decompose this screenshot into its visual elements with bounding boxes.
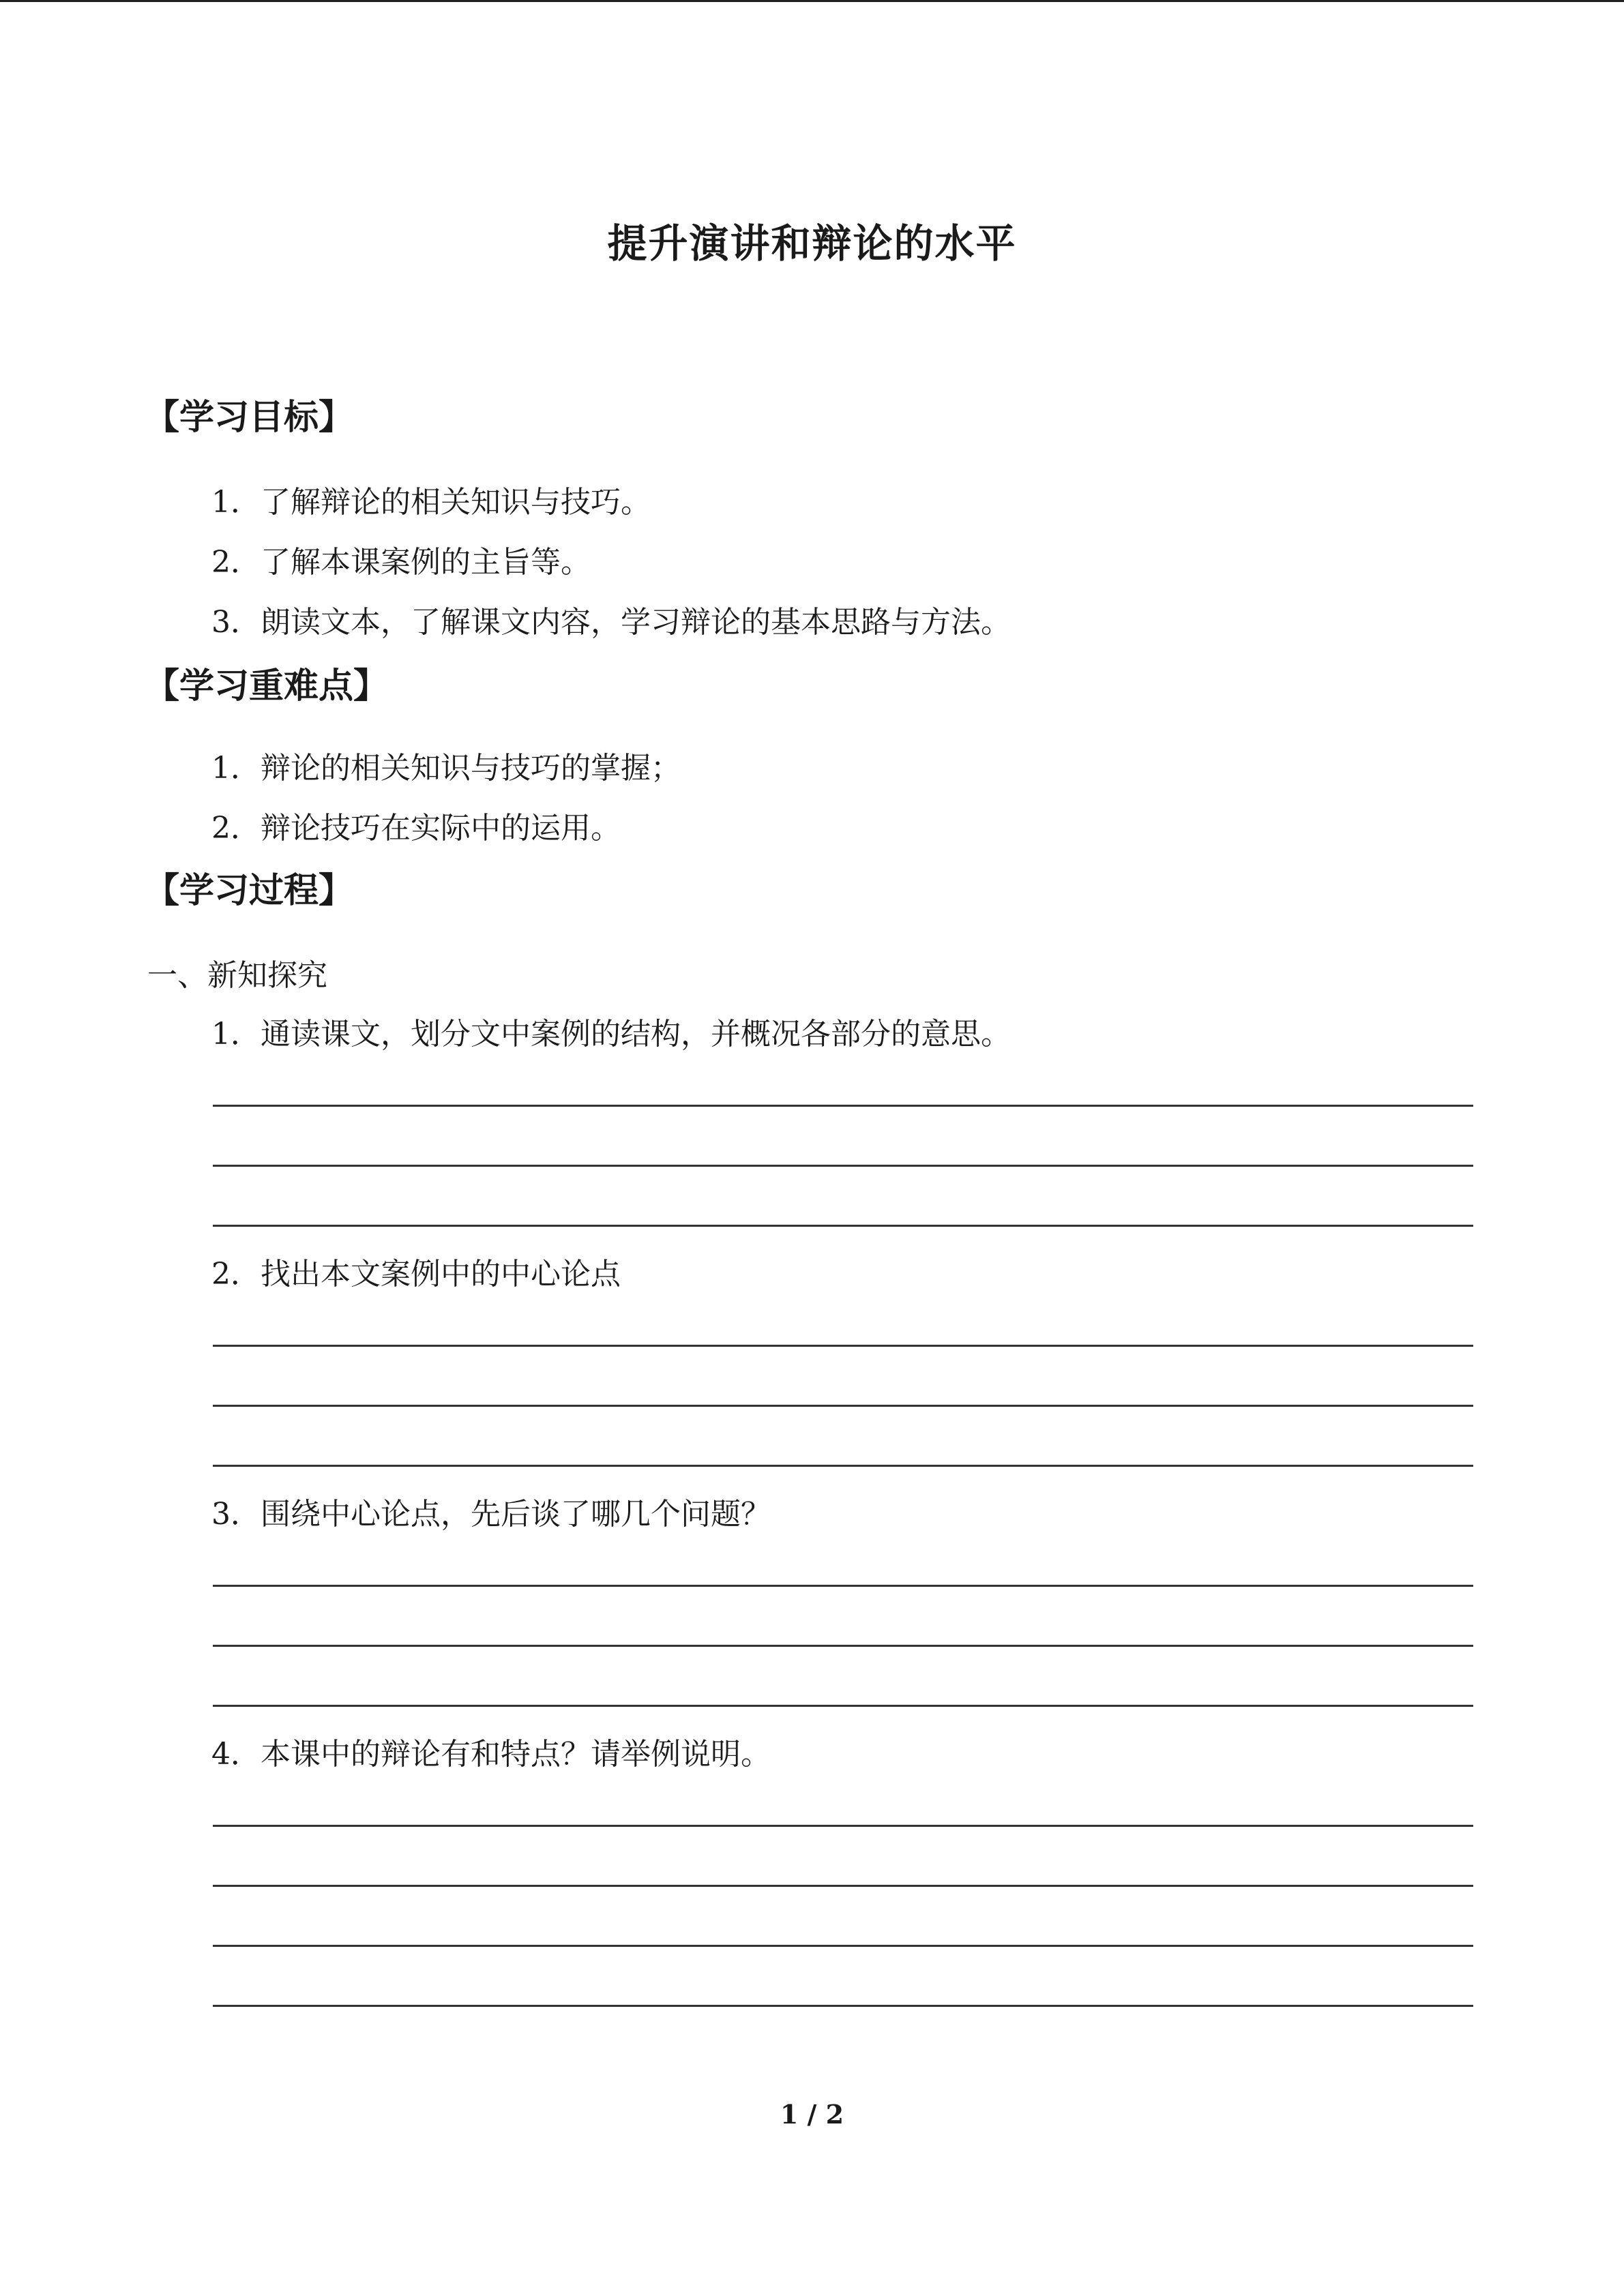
answer-line[interactable] — [213, 1465, 1473, 1467]
answer-line[interactable] — [213, 1105, 1473, 1107]
part-one-label: 一、新知探究 — [147, 958, 327, 993]
page-number: 1 / 2 — [780, 2099, 844, 2130]
goal-item-1: 1．了解辩论的相关知识与技巧。 — [211, 485, 651, 520]
answer-line[interactable] — [213, 1345, 1473, 1347]
answer-line[interactable] — [213, 1825, 1473, 1827]
question-3: 3．围绕中心论点，先后谈了哪几个问题？ — [211, 1497, 771, 1532]
heading-learning-process: 【学习过程】 — [145, 870, 354, 911]
answer-line[interactable] — [213, 2005, 1473, 2007]
question-4: 4．本课中的辩论有和特点？请举例说明。 — [211, 1737, 771, 1772]
keypoint-item-2: 2．辩论技巧在实际中的运用。 — [211, 811, 621, 846]
page-top-border — [0, 0, 1624, 2]
keypoint-item-1: 1．辩论的相关知识与技巧的掌握； — [211, 751, 681, 786]
goal-item-3: 3．朗读文本，了解课文内容，学习辩论的基本思路与方法。 — [211, 605, 1011, 640]
answer-line[interactable] — [213, 1945, 1473, 1947]
heading-learning-goals: 【学习目标】 — [145, 397, 354, 438]
heading-key-points: 【学习重难点】 — [145, 666, 389, 706]
answer-line[interactable] — [213, 1405, 1473, 1407]
document-title: 提升演讲和辩论的水平 — [607, 220, 1017, 267]
answer-line[interactable] — [213, 1165, 1473, 1167]
answer-line[interactable] — [213, 1885, 1473, 1887]
answer-line[interactable] — [213, 1225, 1473, 1227]
answer-line[interactable] — [213, 1585, 1473, 1587]
answer-line[interactable] — [213, 1705, 1473, 1707]
answer-line[interactable] — [213, 1645, 1473, 1647]
goal-item-2: 2．了解本课案例的主旨等。 — [211, 545, 591, 580]
question-2: 2．找出本文案例中的中心论点 — [211, 1257, 621, 1292]
question-1: 1．通读课文，划分文中案例的结构，并概况各部分的意思。 — [211, 1017, 1011, 1052]
